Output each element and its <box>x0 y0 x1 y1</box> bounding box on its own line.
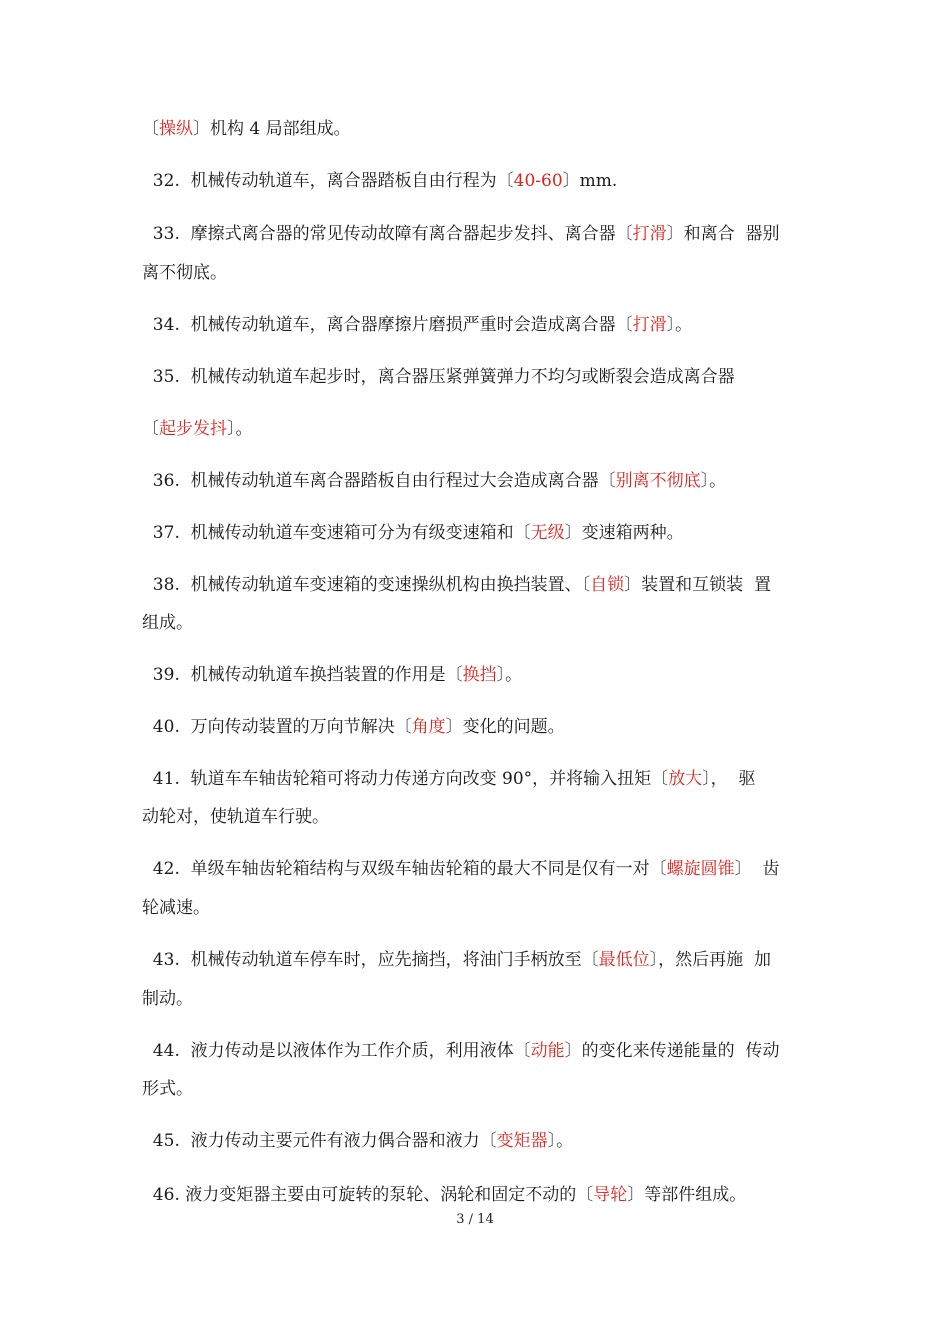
line-text: 37. 机械传动轨道车变速箱可分为有级变速箱和〔 <box>142 523 531 543</box>
answer-text: 打滑 <box>632 315 667 335</box>
answer-text: 放大 <box>668 769 703 789</box>
line-text-tail: 〕， 驱 <box>702 769 756 789</box>
text-line <box>142 118 822 140</box>
line-text: 〔 <box>142 419 159 439</box>
text-line <box>142 314 822 336</box>
line-text-tail: 〕变化的问题。 <box>445 717 565 737</box>
line-text-tail: 〕机构 4 局部组成。 <box>193 119 351 139</box>
answer-text: 变矩器 <box>496 1131 548 1151</box>
line-text-tail: 〕。 <box>227 419 253 439</box>
line-text-tail: 〕的变化来传递能量的 传动 <box>564 1041 780 1061</box>
text-line <box>142 223 822 245</box>
text-line <box>142 716 822 738</box>
text-line <box>142 1040 822 1062</box>
line-text: 43. 机械传动轨道车停车时，应先摘挡，将油门手柄放至〔 <box>142 950 599 970</box>
line-text-tail: 〕等部件组成。 <box>627 1185 747 1205</box>
answer-text: 40-60 <box>513 171 563 191</box>
text-line <box>142 1078 822 1100</box>
answer-text: 起步发抖 <box>159 419 227 439</box>
answer-text: 别离不彻底 <box>615 471 701 491</box>
answer-text: 动能 <box>530 1041 565 1061</box>
line-text-tail: 〕。 <box>666 315 693 335</box>
text-line <box>142 522 822 544</box>
text-line <box>142 262 822 284</box>
page-number: 3 / 14 <box>456 1212 494 1227</box>
line-text-tail: 〕变速箱两种。 <box>564 523 684 543</box>
line-text: 33. 摩擦式离合器的常见传动故障有离合器起步发抖、离合器〔 <box>142 224 633 244</box>
text-line <box>142 664 822 686</box>
answer-text: 角度 <box>411 717 446 737</box>
text-line <box>142 612 822 634</box>
answer-text: 操纵 <box>159 119 193 139</box>
text-line <box>142 1184 822 1206</box>
text-line <box>142 418 822 440</box>
line-text: 42. 单级车轴齿轮箱结构与双级车轴齿轮箱的最大不同是仅有一对〔 <box>142 859 667 879</box>
line-text-tail: 〕。 <box>547 1131 574 1151</box>
line-text-tail: 〕和离合 器别 <box>666 224 780 244</box>
text-line <box>142 897 822 919</box>
line-text: 35. 机械传动轨道车起步时，离合器压紧弹簧弹力不均匀或断裂会造成离合器 <box>142 367 735 387</box>
line-text: 34. 机械传动轨道车，离合器摩擦片磨损严重时会造成离合器〔 <box>142 315 633 335</box>
line-text-tail: 〕，然后再施 加 <box>649 950 771 970</box>
text-line <box>142 768 822 790</box>
answer-text: 螺旋圆锥 <box>666 859 735 879</box>
text-line <box>142 574 822 596</box>
text-line <box>142 988 822 1010</box>
line-text-tail: 〕 齿 <box>734 859 780 879</box>
answer-text: 自锁 <box>590 575 625 595</box>
line-text: 32. 机械传动轨道车，离合器踏板自由行程为〔 <box>142 171 514 191</box>
line-text: 形式。 <box>142 1079 193 1099</box>
answer-text: 最低位 <box>598 950 650 970</box>
line-text: 41. 轨道车车轴齿轮箱可将动力传递方向改变 90°，并将输入扭矩〔 <box>142 769 669 789</box>
line-text: 离不彻底。 <box>142 263 227 283</box>
text-line <box>142 366 822 388</box>
line-text: 动轮对，使轨道车行驶。 <box>142 807 329 827</box>
line-text-tail: 〕。 <box>496 665 523 685</box>
text-line <box>142 170 822 192</box>
line-text-tail: 〕mm. <box>562 171 618 191</box>
text-line <box>142 470 822 492</box>
line-text: 制动。 <box>142 989 193 1009</box>
line-text: 〔 <box>142 119 159 139</box>
answer-text: 无级 <box>530 523 565 543</box>
line-text: 轮减速。 <box>142 898 210 918</box>
text-line <box>142 806 822 828</box>
answer-text: 打滑 <box>632 224 667 244</box>
text-line <box>142 858 822 880</box>
line-text: 36. 机械传动轨道车离合器踏板自由行程过大会造成离合器〔 <box>142 471 616 491</box>
answer-text: 换挡 <box>462 665 497 685</box>
text-line <box>142 949 822 971</box>
line-text: 39. 机械传动轨道车换挡装置的作用是〔 <box>142 665 463 685</box>
line-text: 40. 万向传动装置的万向节解决〔 <box>142 717 412 737</box>
line-text-tail: 〕装置和互锁装 置 <box>624 575 771 595</box>
line-text: 组成。 <box>142 613 193 633</box>
line-text: 38. 机械传动轨道车变速箱的变速操纵机构由换挡装置、〔 <box>142 575 591 595</box>
line-text: 44. 液力传动是以液体作为工作介质，利用液体〔 <box>142 1041 531 1061</box>
line-text-tail: 〕。 <box>700 471 727 491</box>
text-line <box>142 1130 822 1152</box>
answer-text: 导轮 <box>593 1185 628 1205</box>
line-text: 46. 液力变矩器主要由可旋转的泵轮、涡轮和固定不动的〔 <box>142 1185 594 1205</box>
line-text: 45. 液力传动主要元件有液力偶合器和液力〔 <box>142 1131 497 1151</box>
